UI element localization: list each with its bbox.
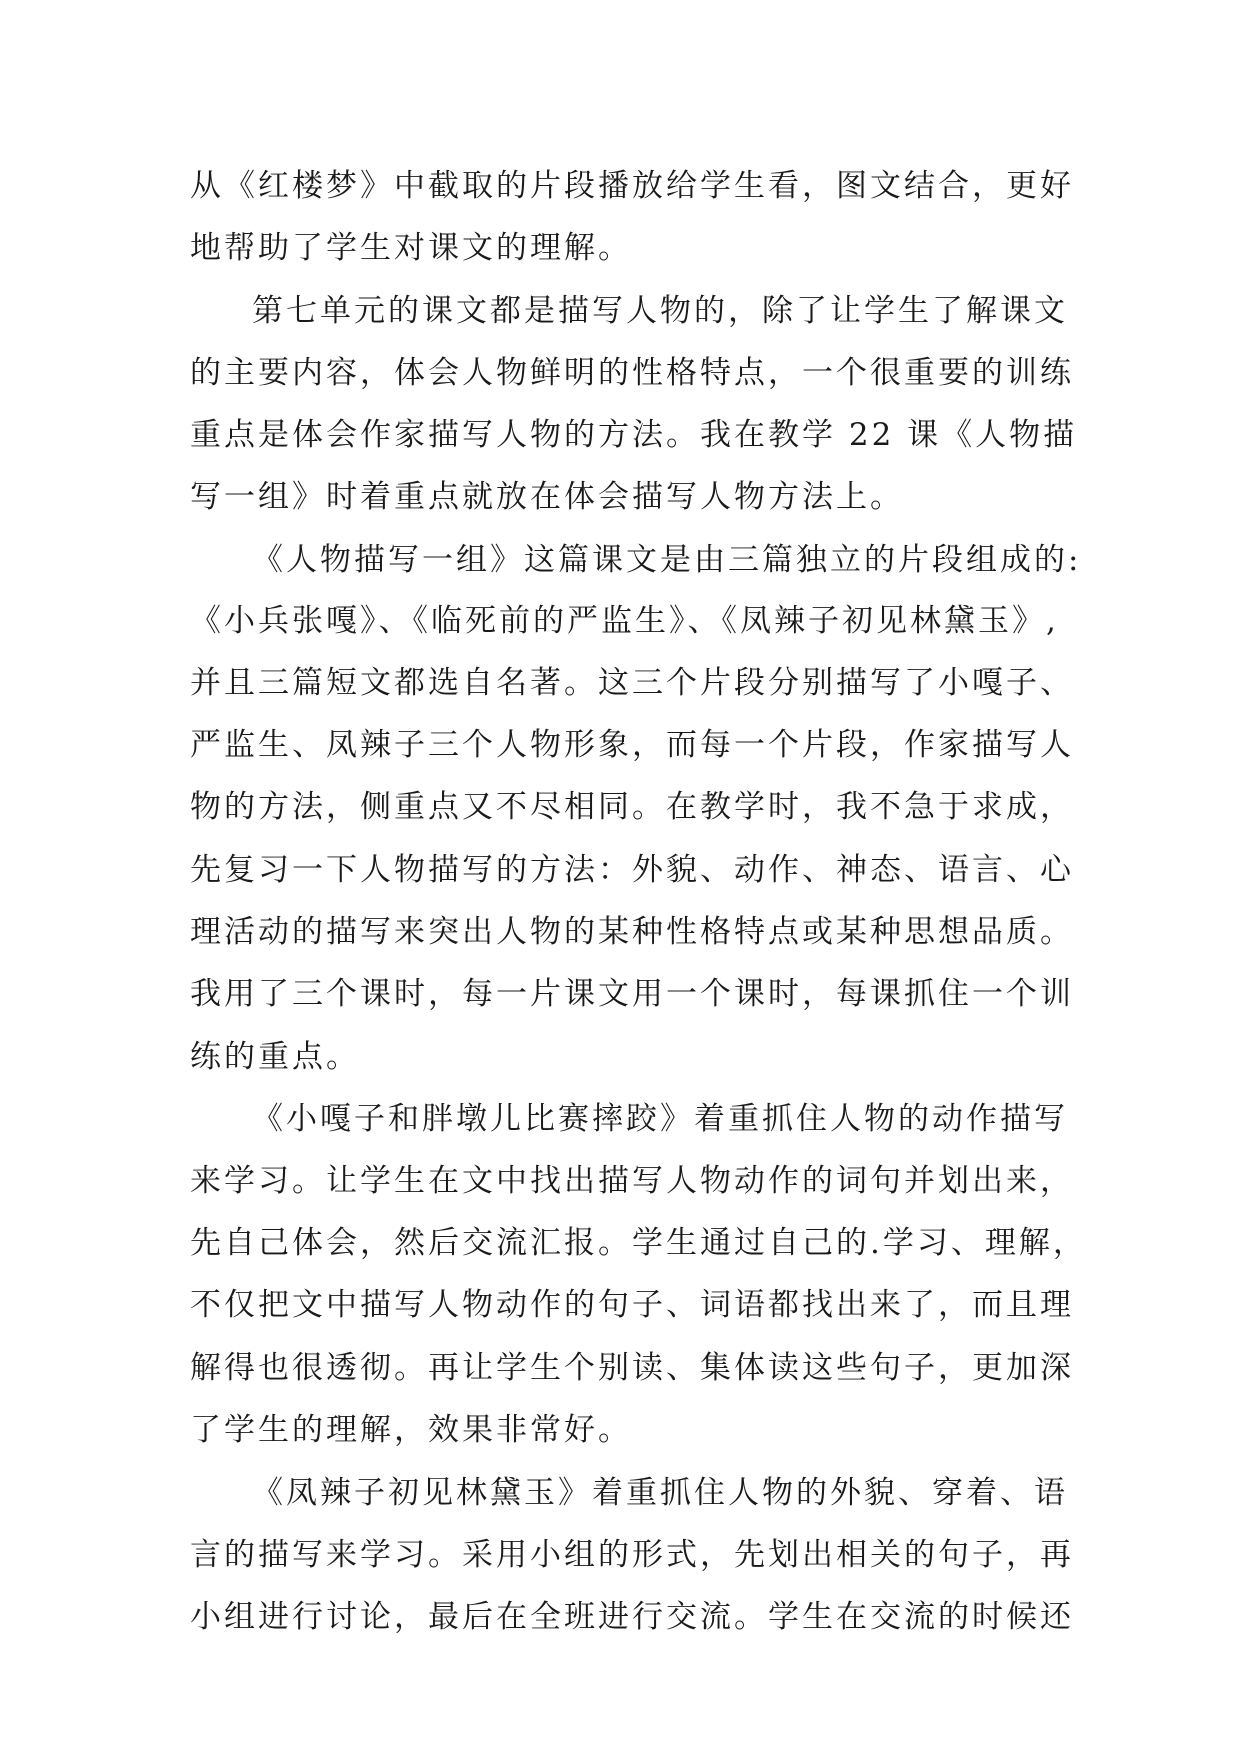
text-line: 小组进行讨论，最后在全班进行交流。学生在交流的时候还 xyxy=(190,1599,1074,1635)
text-line: 物的方法，侧重点又不尽相同。在教学时，我不急于求成， xyxy=(190,789,1074,825)
text-line: 言的描写来学习。采用小组的形式，先划出相关的句子，再 xyxy=(190,1537,1074,1573)
paragraph-start-line: 《小嘎子和胖墩儿比赛摔跤》着重抓住人物的动作描写 xyxy=(252,1101,1068,1137)
text-line: 先自己体会，然后交流汇报。学生通过自己的.学习、理解， xyxy=(190,1225,1087,1261)
text-line: 练的重点。 xyxy=(190,1039,360,1075)
text-line: 理活动的描写来突出人物的某种性格特点或某种思想品质。 xyxy=(190,914,1074,950)
text-line: 了学生的理解，效果非常好。 xyxy=(190,1412,632,1448)
text-line: 的主要内容，体会人物鲜明的性格特点，一个很重要的训练 xyxy=(190,355,1074,391)
text-line: 《小兵张嘎》、《临死前的严监生》、《凤辣子初见林黛玉》, xyxy=(190,603,1059,639)
text-line: 从《红楼梦》中截取的片段播放给学生看，图文结合，更好 xyxy=(190,168,1074,204)
text-line: 写一组》时着重点就放在体会描写人物方法上。 xyxy=(190,479,904,515)
text-line: 解得也很透彻。再让学生个别读、集体读这些句子，更加深 xyxy=(190,1350,1074,1386)
text-line: 我用了三个课时，每一片课文用一个课时，每课抓住一个训 xyxy=(190,976,1074,1012)
text-line: 重点是体会作家描写人物的方法。我在教学 22 课《人物描 xyxy=(190,417,1078,453)
text-line: 严监生、凤辣子三个人物形象，而每一个片段，作家描写人 xyxy=(190,727,1074,763)
text-line: 地帮助了学生对课文的理解。 xyxy=(190,230,632,266)
paragraph-start-line: 第七单元的课文都是描写人物的，除了让学生了解课文 xyxy=(252,293,1068,329)
text-line: 不仅把文中描写人物动作的句子、词语都找出来了，而且理 xyxy=(190,1287,1074,1323)
text-line: 先复习一下人物描写的方法：外貌、动作、神态、语言、心 xyxy=(190,852,1074,888)
text-line: 并且三篇短文都选自名著。这三个片段分别描写了小嘎子、 xyxy=(190,665,1074,701)
text-line: 来学习。让学生在文中找出描写人物动作的词句并划出来， xyxy=(190,1163,1074,1199)
paragraph-start-line: 《人物描写一组》这篇课文是由三篇独立的片段组成的: xyxy=(252,542,1082,578)
paragraph-start-line: 《凤辣子初见林黛玉》着重抓住人物的外貌、穿着、语 xyxy=(252,1475,1068,1511)
